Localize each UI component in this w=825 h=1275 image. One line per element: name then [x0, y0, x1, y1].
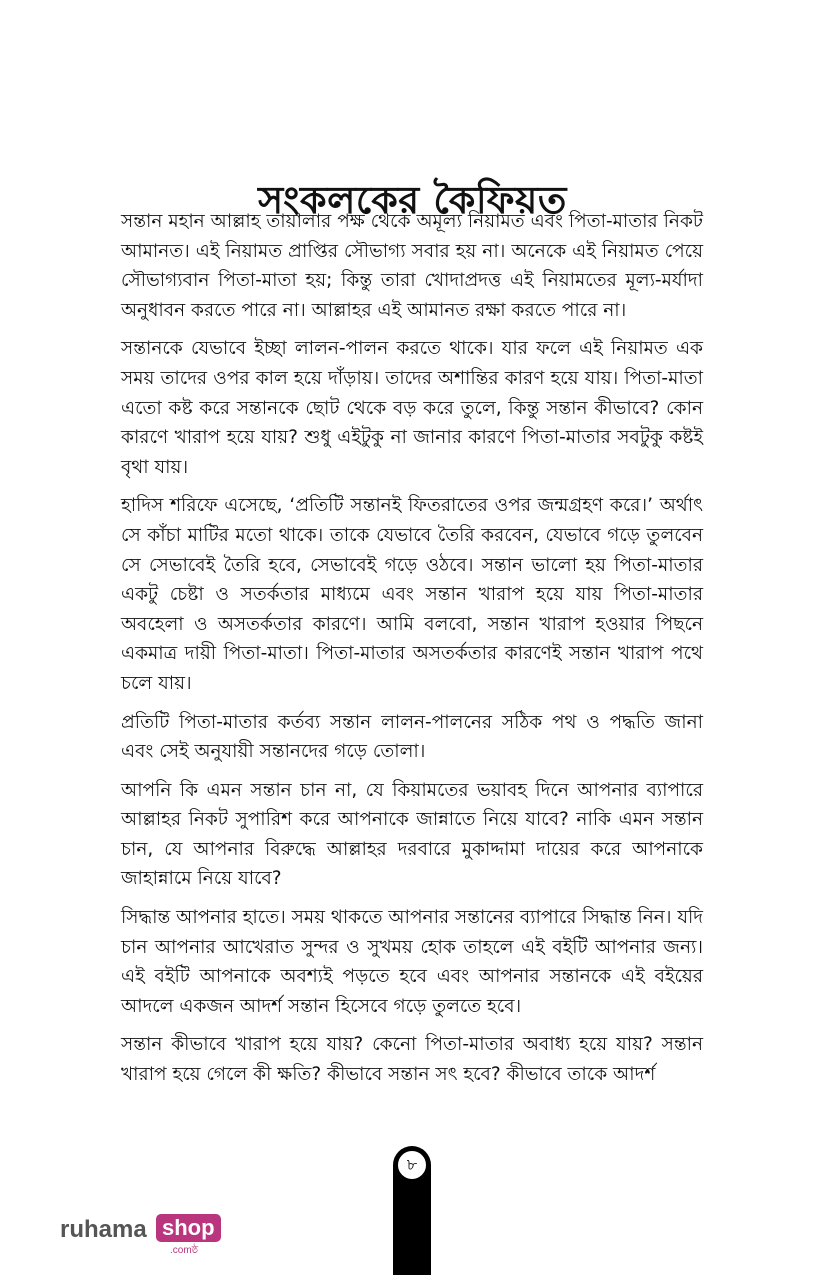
paragraph: আপনি কি এমন সন্তান চান না, যে কিয়ামতের ভয়াবহ দিনে আপনার ব্যাপারে আল্লাহর নিকট সুপারিশ করে আপনাকে জান্নাতে নিয়ে যাবে? নাকি এমন সন্তান চান, যে আপনার বিরুদ্ধে আল্লাহর দরবারে মুকাদ্দামা দায়ের করে আপনাকে জাহান্নামে নিয়ে যাবে? [121, 779, 703, 890]
paragraph: সন্তান মহান আল্লাহ তায়ালার পক্ষ থেকে অমূল্য নিয়ামত এবং পিতা-মাতার নিকট আমানত। এই নিয়ামত প্রাপ্তির সৌভাগ্য সবার হয় না। অনেকে এই নিয়ামত পেয়ে সৌভাগ্যবান পিতা-মাতা হয়; কিন্তু তারা খোদাপ্রদত্ত এই নিয়ামতের মূল্য-মর্যাদা অনুধাবন করতে পারে না। আল্লাহর এই আমানত রক্ষা করতে পারে না। [121, 211, 703, 321]
page-number: ৮ [397, 1150, 427, 1180]
paragraph: সন্তান কীভাবে খারাপ হয়ে যায়? কেনো পিতা-মাতার অবাধ্য হয়ে যায়? সন্তান খারাপ হয়ে গেলে কী ক্ষতি? কীভাবে সন্তান সৎ হবে? কীভাবে তাকে আদর্শ [121, 1034, 703, 1086]
watermark-shop-badge [156, 1214, 221, 1242]
paragraph: প্রতিটি পিতা-মাতার কর্তব্য সন্তান লালন-পালনের সঠিক পথ ও পদ্ধতি জানা এবং সেই অনুযায়ী সন্তানদের গড়ে তোলা। [121, 711, 703, 763]
watermark-logo [60, 1210, 240, 1260]
paragraph: সন্তানকে যেভাবে ইচ্ছা লালন-পালন করতে থাকে। যার ফলে এই নিয়ামত এক সময় তাদের ওপর কাল হয়ে দাঁড়ায়। তাদের অশান্তির কারণ হয়ে যায়। পিতা-মাতা এতো কষ্ট করে সন্তানকে ছোট থেকে বড় করে তুলে, কিন্তু সন্তান কীভাবে? কোন কারণে খারাপ হয়ে যায়? শুধু এইটুকু না জানার কারণে পিতা-মাতার সবটুকু কষ্টই বৃথা যায়। [121, 338, 703, 478]
watermark-brand: ruhama [60, 1216, 147, 1243]
body-text [121, 207, 703, 1099]
watermark-shop: shop [162, 1215, 215, 1240]
paragraph: হাদিস শরিফে এসেছে, ‘প্রতিটি সন্তানই ফিতরাতের ওপর জন্মগ্রহণ করে।’ অর্থাৎ সে কাঁচা মাটির মতো থাকে। তাকে যেভাবে তৈরি করবেন, যেভাবে গড়ে তুলবেন সে সেভাবেই তৈরি হবে, সেভাবেই গড়ে ওঠবে। সন্তান ভালো হয় পিতা-মাতার একটু চেষ্টা ও সতর্কতার মাধ্যমে এবং সন্তান খারাপ হয়ে যায় পিতা-মাতার অবহেলা ও অসতর্কতার কারণে। আমি বলবো, সন্তান খারাপ হওয়ার পিছনে একমাত্র দায়ী পিতা-মাতা। পিতা-মাতার অসতর্কতার কারণেই সন্তান খারাপ পথে চলে যায়। [121, 495, 703, 694]
page-title: সংকলকের কৈফিয়ত [258, 178, 567, 223]
paragraph: সিদ্ধান্ত আপনার হাতে। সময় থাকতে আপনার সন্তানের ব্যাপারে সিদ্ধান্ত নিন। যদি চান আপনার আখেরাত সুন্দর ও সুখময় হোক তাহলে এই বইটি আপনার জন্য। এই বইটি আপনাকে অবশ্যই পড়তে হবে এবং আপনার সন্তানকে এই বইয়ের আদলে একজন আদর্শ সন্তান হিসেবে গড়ে তুলতে হবে। [121, 907, 703, 1017]
watermark-domain: .comষ্ঠ [170, 1245, 199, 1256]
